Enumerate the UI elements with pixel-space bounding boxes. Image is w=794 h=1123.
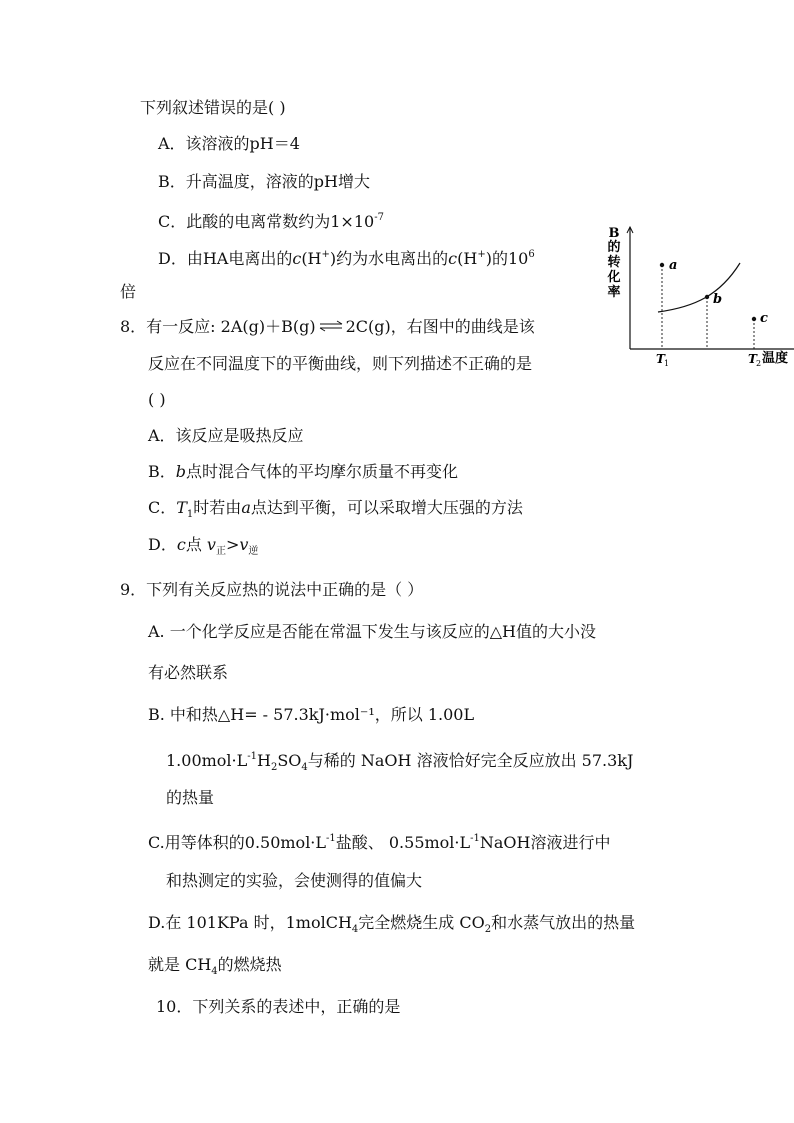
point-b — [705, 295, 709, 299]
equilibrium-arrow-icon — [316, 318, 346, 338]
t2-label: T — [748, 352, 757, 366]
q9-option-c-line2: 和热测定的实验，会使测得的值偏大 — [166, 871, 423, 890]
equilibrium-graph — [600, 215, 794, 375]
q8-stem-line3: ( ) — [148, 390, 166, 409]
point-c-label: c — [760, 311, 768, 326]
q9-option-a-line1: A. 一个化学反应是否能在常温下发生与该反应的△H值的大小没 — [148, 622, 596, 641]
t1-sub: 1 — [664, 359, 670, 368]
point-c — [752, 317, 756, 321]
q7-option-d-tail: 倍 — [120, 282, 137, 301]
y-label-char: B — [608, 226, 620, 241]
q7-stem: 下列叙述错误的是( ) — [140, 98, 286, 117]
q7-option-b: B．升高温度，溶液的pH增大 — [158, 172, 370, 191]
q9-option-a-line2: 有必然联系 — [148, 663, 229, 682]
q10-stem: 10．下列关系的表述中，正确的是 — [156, 997, 401, 1016]
y-label-char: 转 — [607, 255, 621, 270]
q8-stem: 8．有一反应: 2A(g)＋B(g) 2C(g)，右图中的曲线是该 — [120, 317, 535, 336]
q9-option-b-line3: 的热量 — [166, 788, 215, 807]
y-label-char: 化 — [607, 270, 621, 285]
q9-option-d-line2: 就是 $CH_4$的燃烧热 — [148, 955, 282, 977]
q8-option-c: C．$T_1$时若由a点达到平衡，可以采取增大压强的方法 — [148, 498, 523, 520]
q8-option-b: B．b点时混合气体的平均摩尔质量不再变化 — [148, 462, 459, 481]
y-label-char: 率 — [607, 285, 621, 300]
q9-option-b-line2: $1.00mol\cdot L^{-1}H_2SO_4$与稀的 NaOH 溶液恰好完全反应放出 57.3kJ — [166, 751, 634, 773]
q7-option-a: A．该溶液的pH＝4 — [158, 134, 300, 153]
q8-option-d: D．c点 $v_正>v_逆$ — [148, 535, 259, 557]
q7-option-c: C．此酸的电离常数约为$1\times 10^{-7}$ — [158, 212, 384, 231]
q8-option-a: A．该反应是吸热反应 — [148, 426, 304, 445]
q9-stem: 9．下列有关反应热的说法中正确的是（ ） — [120, 580, 424, 599]
point-a-label: a — [669, 258, 678, 273]
q9-option-c-line1: C.用等体积的$0.50mol\cdot L^{-1}$盐酸、 $0.55mol\cdot L^{-1}NaOH$溶液进行中 — [148, 833, 611, 852]
q7-option-d: D．由HA电离出的c(H+)约为水电离出的c(H+)的$10^6$ — [158, 249, 535, 268]
t2-sub: 2 — [756, 359, 762, 368]
t1-label: T — [656, 352, 665, 366]
y-label-char: 的 — [607, 240, 621, 255]
q9-option-b-line1: B. 中和热△H= - 57.3kJ·mol⁻¹，所以 1.00L — [148, 705, 475, 724]
q9-option-d-line1: D.在 101KPa 时，1molCH$_4$完全燃烧生成 $CO_2$和水蒸气放出的热量 — [148, 913, 636, 935]
point-b-label: b — [713, 292, 723, 307]
x-label: 温度 — [762, 351, 789, 366]
q8-stem-line2: 反应在不同温度下的平衡曲线，则下列描述不正确的是 — [148, 354, 533, 373]
point-a — [660, 263, 664, 267]
